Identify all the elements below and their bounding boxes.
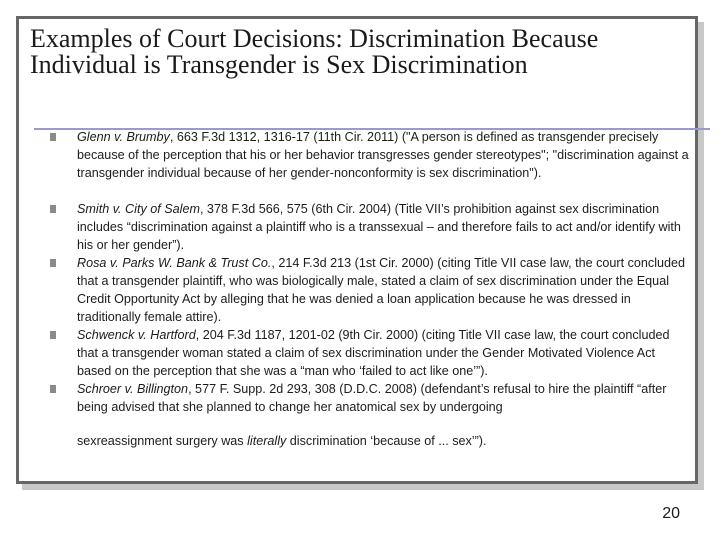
continuation-text: sexreassignment surgery was [77,434,248,448]
square-bullet-icon [50,385,56,393]
square-bullet-icon [50,259,56,267]
continuation-emphasis: literally [247,434,287,448]
case-name: Schwenck v. Hartford [77,328,196,342]
bullet-text [77,200,689,254]
case-name: Schroer v. Billington [77,382,189,396]
case-citation: , 204 F.3d 1187, 1201-02 (9th Cir. 2000) (citing Title VII case law, the court concluded that a transgender woman stated a claim of sex discrimination under the Gender Motivated Violence Act based on the perception that she was a “man who ‘failed to act like one’”). [77,328,670,378]
continuation-text-end: discrimination ‘because of ... sex’”). [286,434,487,448]
bullet-continuation [77,432,689,450]
case-name: Glenn v. Brumby [77,130,170,144]
bullet-text [77,254,689,326]
bullet-text [77,128,689,182]
slide-title: Examples of Court Decisions: Discrimination Because Individual is Transgender is Sex Discrimination [30,24,599,79]
case-name: Rosa v. Parks W. Bank & Trust Co. [77,256,272,270]
case-citation: , 663 F.3d 1312, 1316-17 (11th Cir. 2011) ("A person is defined as transgender precisely because of the perception that his or her behavior transgresses gender stereotypes"; "discrimination against a transgender individual because of her gender-nonconformity is sex discrimination"). [77,130,689,180]
case-name: Smith v. City of Salem [77,202,200,216]
square-bullet-icon [50,331,56,339]
bullet-text [77,380,689,416]
page-number: 20 [662,505,680,522]
bullet-text [77,326,689,380]
case-citation: , 378 F.3d 566, 575 (6th Cir. 2004) (Title VII’s prohibition against sex discrimination includes “discrimination against a plaintiff who is a transsexual – and therefore fails to act and/or identify with his or her gender”). [77,202,681,252]
case-citation: , 577 F. Supp. 2d 293, 308 (D.D.C. 2008) (defendant’s refusal to hire the plaintiff “after being advised that she planned to change her anatomical sex by undergoing [77,382,667,414]
square-bullet-icon [50,133,56,141]
square-bullet-icon [50,205,56,213]
case-citation: , 214 F.3d 213 (1st Cir. 2000) (citing Title VII case law, the court concluded that a transgender plaintiff, who was biologically male, stated a claim of sex discrimination under the Equal Credit Opportunity Act by alleging that he was denied a loan application because he was dressed in traditionally female attire). [77,256,686,324]
